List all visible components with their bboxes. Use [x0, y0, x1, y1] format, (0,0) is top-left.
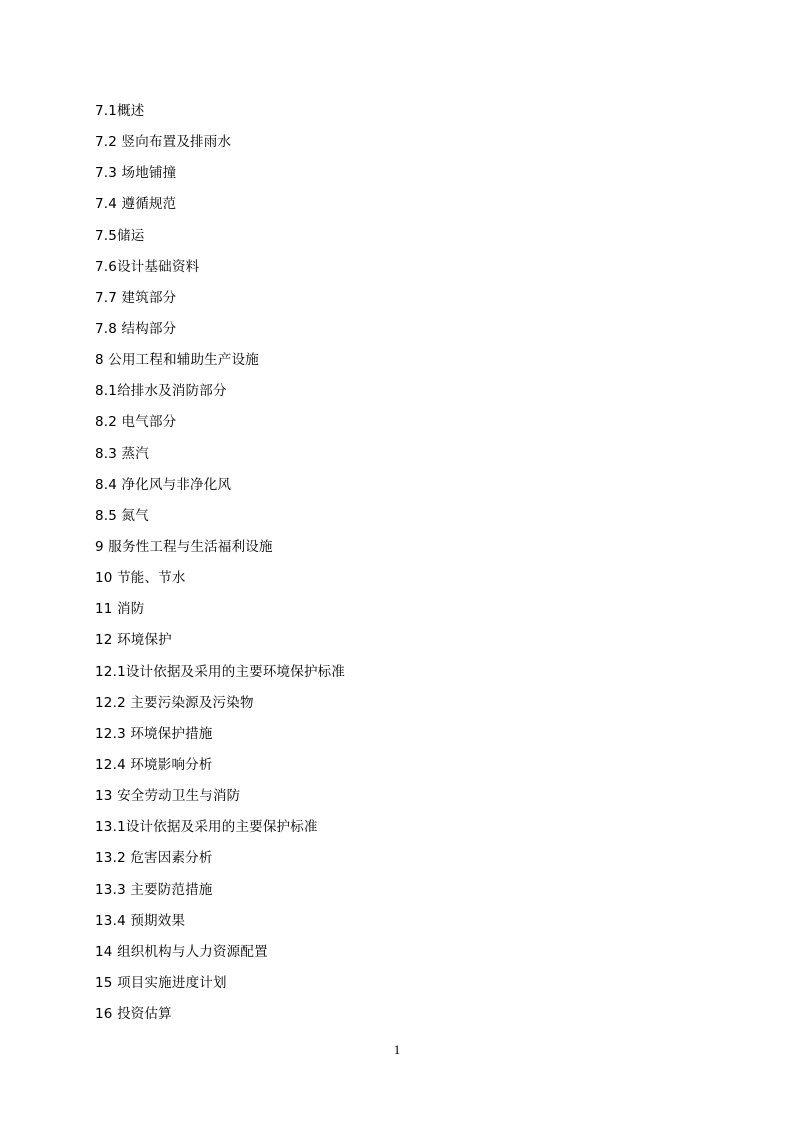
toc-entry: 12.2 主要污染源及污染物 [95, 694, 254, 711]
page-number: 1 [393, 1042, 401, 1057]
toc-entry: 8.2 电气部分 [95, 414, 177, 431]
toc-entry: 8 公用工程和辅助生产设施 [95, 352, 259, 369]
toc-entry: 7.8 结构部分 [95, 320, 177, 337]
toc-entry: 10 节能、节水 [95, 570, 186, 587]
toc-entry: 15 项目实施进度计划 [95, 974, 227, 991]
toc-entry: 9 服务性工程与生活福利设施 [95, 538, 273, 555]
toc-entry: 13.3 主要防范措施 [95, 881, 213, 898]
toc-entry: 8.4 净化风与非净化风 [95, 476, 232, 493]
toc-entry: 13 安全劳动卫生与消防 [95, 788, 241, 805]
toc-entry: 12.1设计依据及采用的主要环境保护标准 [95, 663, 346, 680]
toc-entry: 7.6设计基础资料 [95, 258, 200, 275]
toc-entry: 8.5 氮气 [95, 507, 149, 524]
toc-entry: 7.5储运 [95, 227, 145, 244]
toc-entry: 12 环境保护 [95, 632, 172, 649]
toc-entry: 7.4 遵循规范 [95, 196, 177, 213]
toc-entry: 13.1设计依据及采用的主要保护标准 [95, 819, 318, 836]
toc-entry: 13.4 预期效果 [95, 912, 186, 929]
toc-entry: 8.3 蒸汽 [95, 445, 149, 462]
toc-entry: 7.3 场地铺撞 [95, 165, 177, 182]
toc-entry: 12.4 环境影响分析 [95, 756, 213, 773]
toc-entry: 7.1概述 [95, 103, 145, 119]
toc-entry: 12.3 环境保护措施 [95, 725, 213, 742]
toc-entry: 11 消防 [95, 601, 145, 618]
toc-entry: 14 组织机构与人力资源配置 [95, 943, 268, 960]
toc-entry: 16 投资估算 [95, 1006, 172, 1023]
toc-entry: 7.7 建筑部分 [95, 289, 177, 306]
toc-entry: 13.2 危害因素分析 [95, 850, 213, 867]
toc-entry: 7.2 竖向布置及排雨水 [95, 134, 232, 151]
table-of-contents [95, 101, 345, 1035]
toc-entry: 8.1给排水及消防部分 [95, 383, 227, 400]
